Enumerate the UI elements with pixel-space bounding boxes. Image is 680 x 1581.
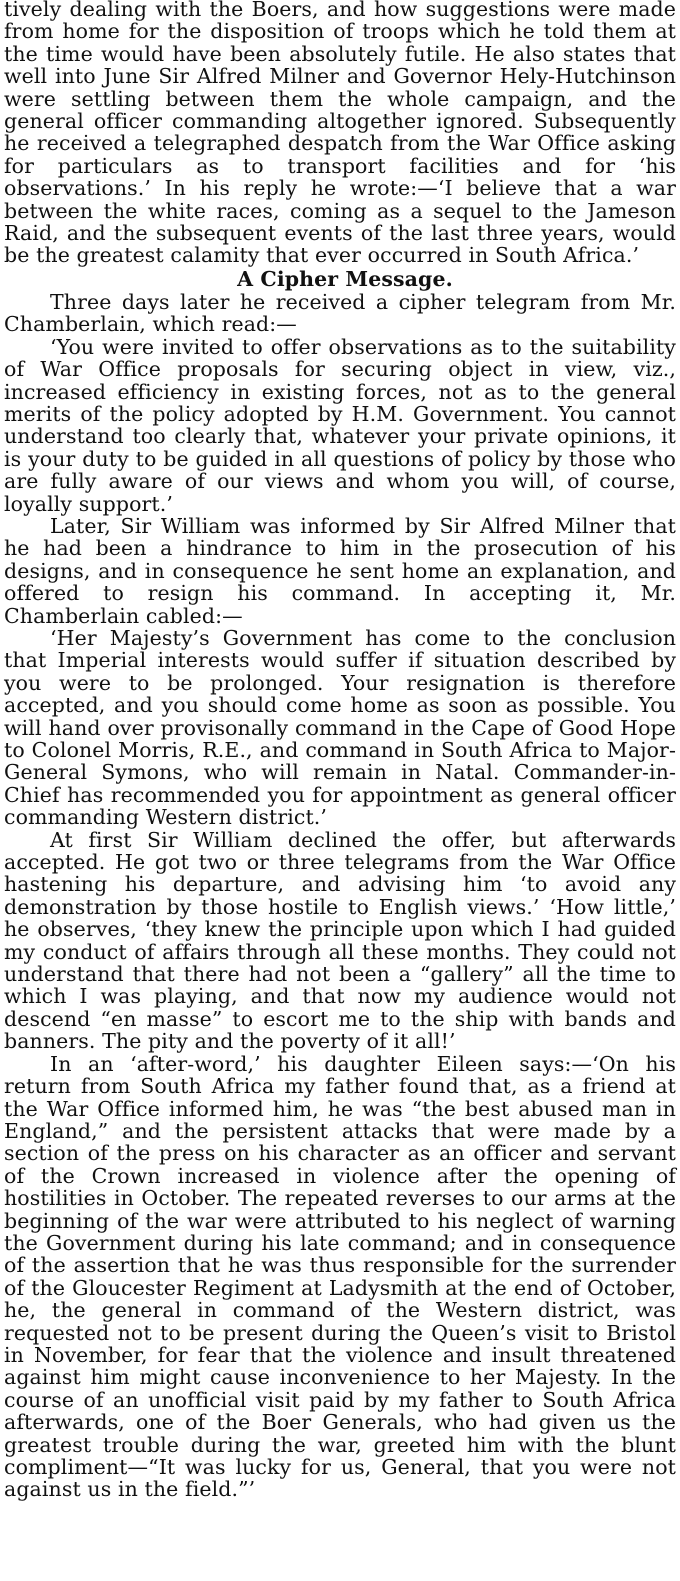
paragraph-resignation: Later, Sir William was informed by Sir Alfred Milner that he had been a hindrance to him in the prosecution of his designs, and in consequence he sent home an explanation, and offered to resign his command. In accepting it, Mr. Chamberlain cabled:—	[4, 513, 676, 628]
paragraph-cipher-telegram: Three days later he received a cipher telegram from Mr. Chamberlain, which read:—	[4, 289, 676, 337]
paragraph-departure: At first Sir William declined the offer, but afterwards accepted. He got two or three telegrams from the War Office hastening his departure, and advising him ‘to avoid any demonstration by those hostile to English views.’ ‘How little,’ he observes, ‘they knew the principle upon which I had guided my conduct of affairs through all these months. They could not understand that there had not been a “gallery” all the time to which I was playing, and that now my audience would not descend “en masse” to escort me to the ship with bands and banners. The pity and the poverty of it all!’	[4, 827, 676, 1054]
paragraph-telegram-quote: ‘You were invited to offer observations as to the suitability of War Office proposals for securing object in view, viz., increased efficiency in existing forces, not as to the general merits of the policy adopted by H.M. Government. You cannot understand too clearly that, whatever your private opinions, it is your duty to be guided in all questions of policy by those who are fully aware of our views and whom you will, of course, loyally support.’	[4, 334, 676, 516]
paragraph-after-word: In an ‘after-word,’ his daughter Eileen says:—‘On his return from South Africa my father found that, as a friend at the War Office informed him, he was “the best abused man in England,” and the persistent attacks that were made by a section of the press on his character as an officer and servant of the Crown increased in violence after the opening of hostilities in October. The repeated reverses to our arms at the beginning of the war were attributed to his neglect of warning the Government during his late command; and in consequence of the assertion that he was thus responsible for the surrender of the Gloucester Regiment at Ladysmith at the end of October, he, the general in command of the Western district, was requested not to be present during the Queen’s visit to Bristol in November, for fear that the violence and insult threatened against him might cause inconvenience to her Majesty. In the course of an unofficial visit paid by my father to South Africa afterwards, one of the Boer Generals, who had given us the greatest trouble during the war, greeted him with the blunt compliment—“It was lucky for us, General, that you were not against us in the field.”’	[4, 1051, 676, 1502]
paragraph-intro: tively dealing with the Boers, and how suggestions were made from home for the disposition of troops which he told them at the time would have been absolutely futile. He also states that well into June Sir Alfred Milner and Governor Hely-Hutchinson were settling between them the whole campaign, and the general officer commanding altogether ignored. Subsequently he received a telegraphed despatch from the War Office asking for particulars as to transport facilities and for ‘his observations.’ In his reply he wrote:—‘I believe that a war between the white races, coming as a sequel to the Jameson Raid, and the subsequent events of the last three years, would be the greatest calamity that ever occurred in South Africa.’	[4, 0, 676, 268]
paragraph-cable-quote: ‘Her Majesty’s Government has come to the conclusion that Imperial interests would suffer if situation described by you were to be prolonged. Your resignation is therefore accepted, and you should come home as soon as possible. You will hand over provisonally command in the Cape of Good Hope to Colonel Morris, R.E., and command in South Africa to Major-General Symons, who will remain in Natal. Commander-in-Chief has recommended you for appointment as general officer commanding Western district.’	[4, 625, 676, 830]
section-heading: A Cipher Message.	[237, 266, 453, 291]
